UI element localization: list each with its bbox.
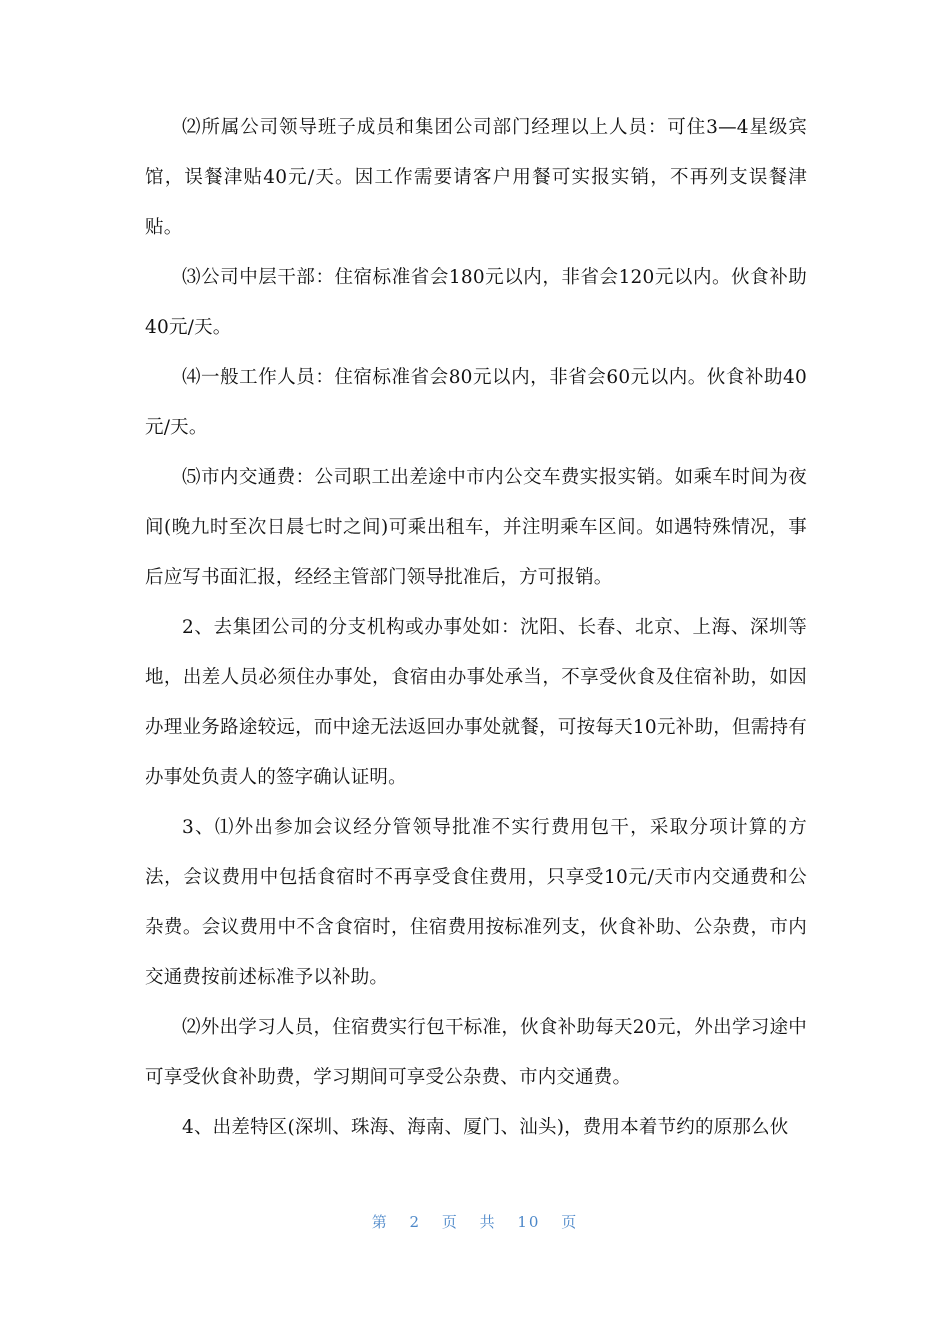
page-number-footer: 第 2 页 共 10 页 — [371, 1213, 579, 1231]
paragraph-6: 3、⑴外出参加会议经分管领导批准不实行费用包干，采取分项计算的方法，会议费用中包括食宿时不再享受食住费用，只享受10元/天市内交通费和公杂费。会议费用中不含食宿时，住宿费用按标准列支，伙食补助、公杂费，市内交通费按前述标准予以补助。 — [145, 817, 807, 988]
document-body — [145, 103, 807, 1153]
paragraph-5: 2、去集团公司的分支机构或办事处如：沈阳、长春、北京、上海、深圳等地，出差人员必须住办事处，食宿由办事处承当，不享受伙食及住宿补助，如因办理业务路途较远，而中途无法返回办事处就餐，可按每天10元补助，但需持有办事处负责人的签字确认证明。 — [145, 617, 807, 788]
paragraph-4: ⑸市内交通费：公司职工出差途中市内公交车费实报实销。如乘车时间为夜间(晚九时至次日晨七时之间)可乘出租车，并注明乘车区间。如遇特殊情况，事后应写书面汇报，经经主管部门领导批准后，方可报销。 — [145, 467, 807, 588]
paragraph-2: ⑶公司中层干部：住宿标准省会180元以内，非省会120元以内。伙食补助40元/天。 — [145, 267, 807, 338]
paragraph-8: 4、出差特区(深圳、珠海、海南、厦门、汕头)，费用本着节约的原那么伙 — [182, 1117, 789, 1138]
paragraph-7: ⑵外出学习人员，住宿费实行包干标准，伙食补助每天20元，外出学习途中可享受伙食补助费，学习期间可享受公杂费、市内交通费。 — [145, 1017, 807, 1088]
paragraph-1: ⑵所属公司领导班子成员和集团公司部门经理以上人员：可住3—4星级宾馆，误餐津贴40元/天。因工作需要请客户用餐可实报实销，不再列支误餐津贴。 — [145, 117, 807, 238]
paragraph-3: ⑷一般工作人员：住宿标准省会80元以内，非省会60元以内。伙食补助40元/天。 — [145, 367, 807, 438]
